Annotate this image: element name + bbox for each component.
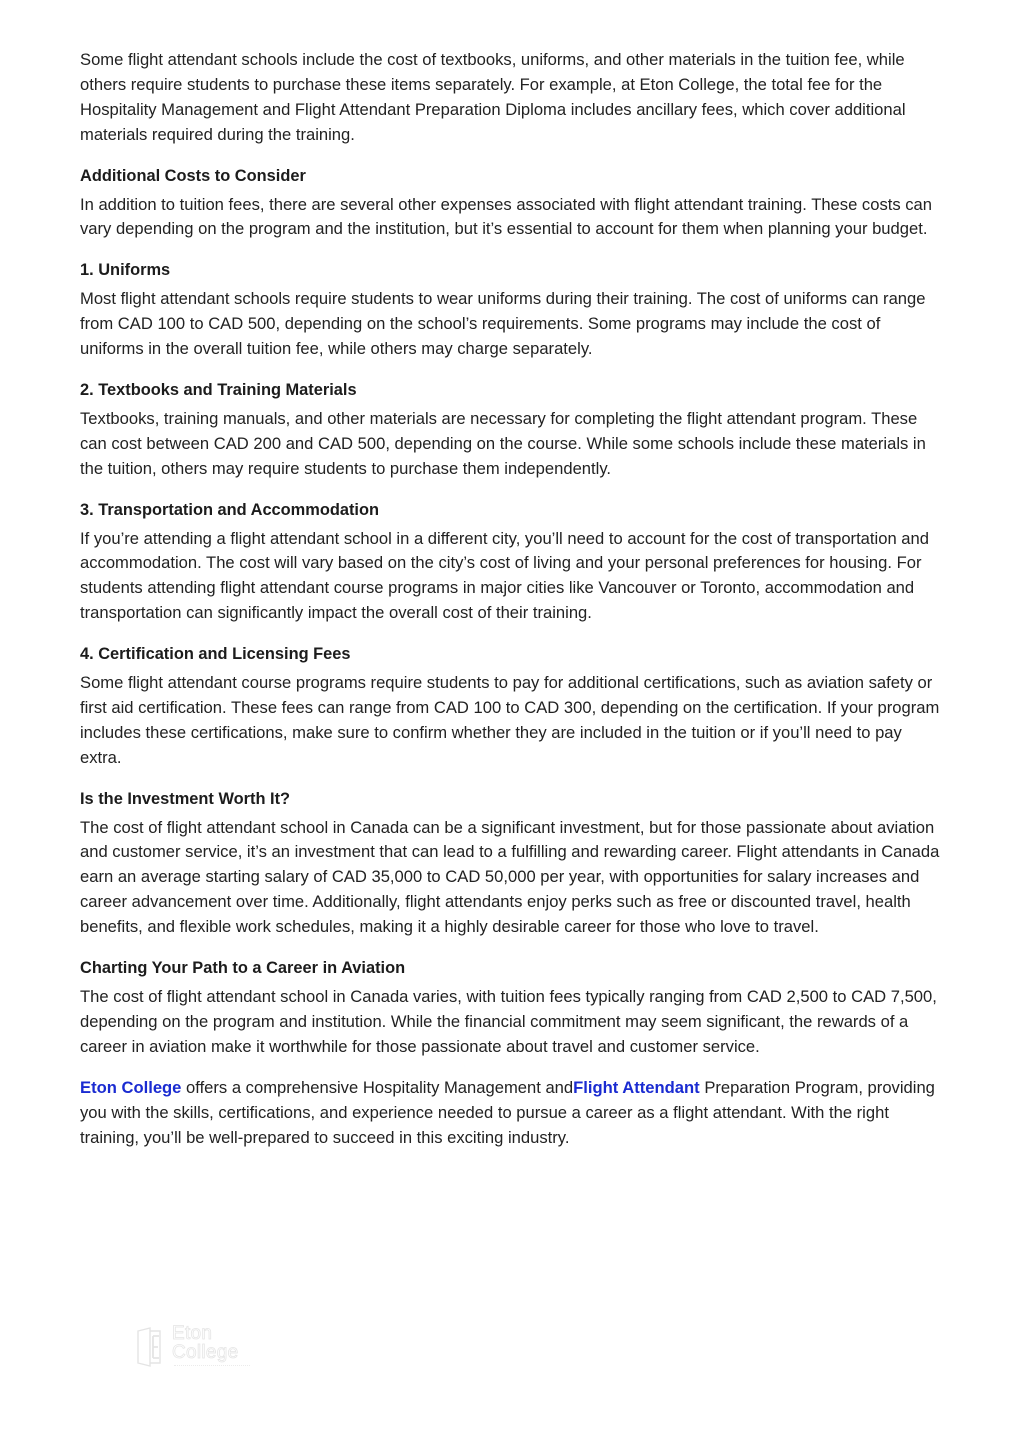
section-heading: 2. Textbooks and Training Materials [80,380,357,399]
intro-paragraph: Some flight attendant schools include the cost of textbooks, uniforms, and other materials in the tuition fee, while others require students to purchase these items separately. For example, at Eton College, the total fee for the Hospitality Management and Flight Attendant Preparation Diploma includes ancillary fees, which cover additional materials required during the training. [80,50,906,144]
logo-wordmark [172,1324,239,1362]
section-heading: 4. Certification and Licensing Fees [80,645,351,664]
section-heading: Charting Your Path to a Career in Aviation [80,959,406,978]
section-paragraph: In addition to tuition fees, there are several other expenses associated with flight attendant training. These costs can vary depending on the program and the institution, but it’s essential to account for them when planning your budget. [80,194,933,239]
closing-text-part2: Preparation Program, providing you with the skills, certifications, and experience needed to pursue a career as a flight attendant. With the right training, you’ll be well-prepared to succeed in this exciting industry. [80,1077,935,1147]
eton-college-logo [136,1324,256,1374]
section-uniforms [80,258,946,362]
flight-attendant-link[interactable]: Flight Attendant [573,1077,700,1097]
eton-college-link[interactable]: Eton College [80,1077,182,1097]
section-paragraph: If you’re attending a flight attendant school in a different city, you’ll need to account for the cost of transportation and accommodation. The cost will vary based on the city’s cost of living and your personal preferences for housing. For students attending flight attendant course programs in major cities like Vancouver or Toronto, accommodation and transportation can significantly impact the overall cost of their training. [80,528,929,623]
section-investment [80,787,946,940]
logo-line-2: College [172,1342,239,1363]
section-paragraph: The cost of flight attendant school in Canada varies, with tuition fees typically ranging from CAD 2,500 to CAD 7,500, depending on the program and institution. While the financial commitment may seem significant, the rewards of a career in aviation make it worthwhile for those passionate about travel and customer service. [80,987,937,1056]
section-heading: 1. Uniforms [80,261,171,280]
section-transportation [80,498,946,627]
logo-line-1: Eton [172,1323,213,1344]
section-paragraph: Some flight attendant course programs require students to pay for additional certifications, such as aviation safety or first aid certification. These fees can range from CAD 100 to CAD 300, depending on the certification. If your program includes these certifications, make sure to confirm whether they are included in the tuition or if you’ll need to pay extra. [80,673,940,767]
section-heading: Is the Investment Worth It? [80,789,291,808]
section-paragraph: Textbooks, training manuals, and other materials are necessary for completing the flight attendant program. These can cost between CAD 200 and CAD 500, depending on the course. While some schools include these materials in the tuition, others may require students to purchase them independently. [80,408,926,478]
section-charting-path [80,956,946,1060]
article-body [80,48,946,1166]
section-paragraph: Most flight attendant schools require students to wear uniforms during their training. The cost of uniforms can range from CAD 100 to CAD 500, depending on the school’s requirements. Some programs may include the cost of uniforms in the overall tuition fee, while others may charge separately. [80,289,926,359]
closing-text-part1: offers a comprehensive Hospitality Management and [181,1077,574,1097]
logo-tagline-rule [174,1365,250,1368]
section-textbooks [80,378,946,482]
section-additional-costs [80,164,946,243]
section-certification [80,642,946,771]
eton-logo-mark-icon [136,1327,162,1367]
closing-paragraph [80,1076,946,1151]
section-heading: Additional Costs to Consider [80,166,306,185]
section-heading: 3. Transportation and Accommodation [80,500,380,519]
section-paragraph: The cost of flight attendant school in Canada can be a significant investment, but for those passionate about aviation and customer service, it’s an investment that can lead to a fulfilling and rewarding career. Flight attendants in Canada earn an average starting salary of CAD 35,000 to CAD 50,000 per year, with opportunities for salary increases and career advancement over time. Additionally, flight attendants enjoy perks such as free or discounted travel, health benefits, and flexible work schedules, making it a highly desirable career for those who love to travel. [80,817,940,937]
